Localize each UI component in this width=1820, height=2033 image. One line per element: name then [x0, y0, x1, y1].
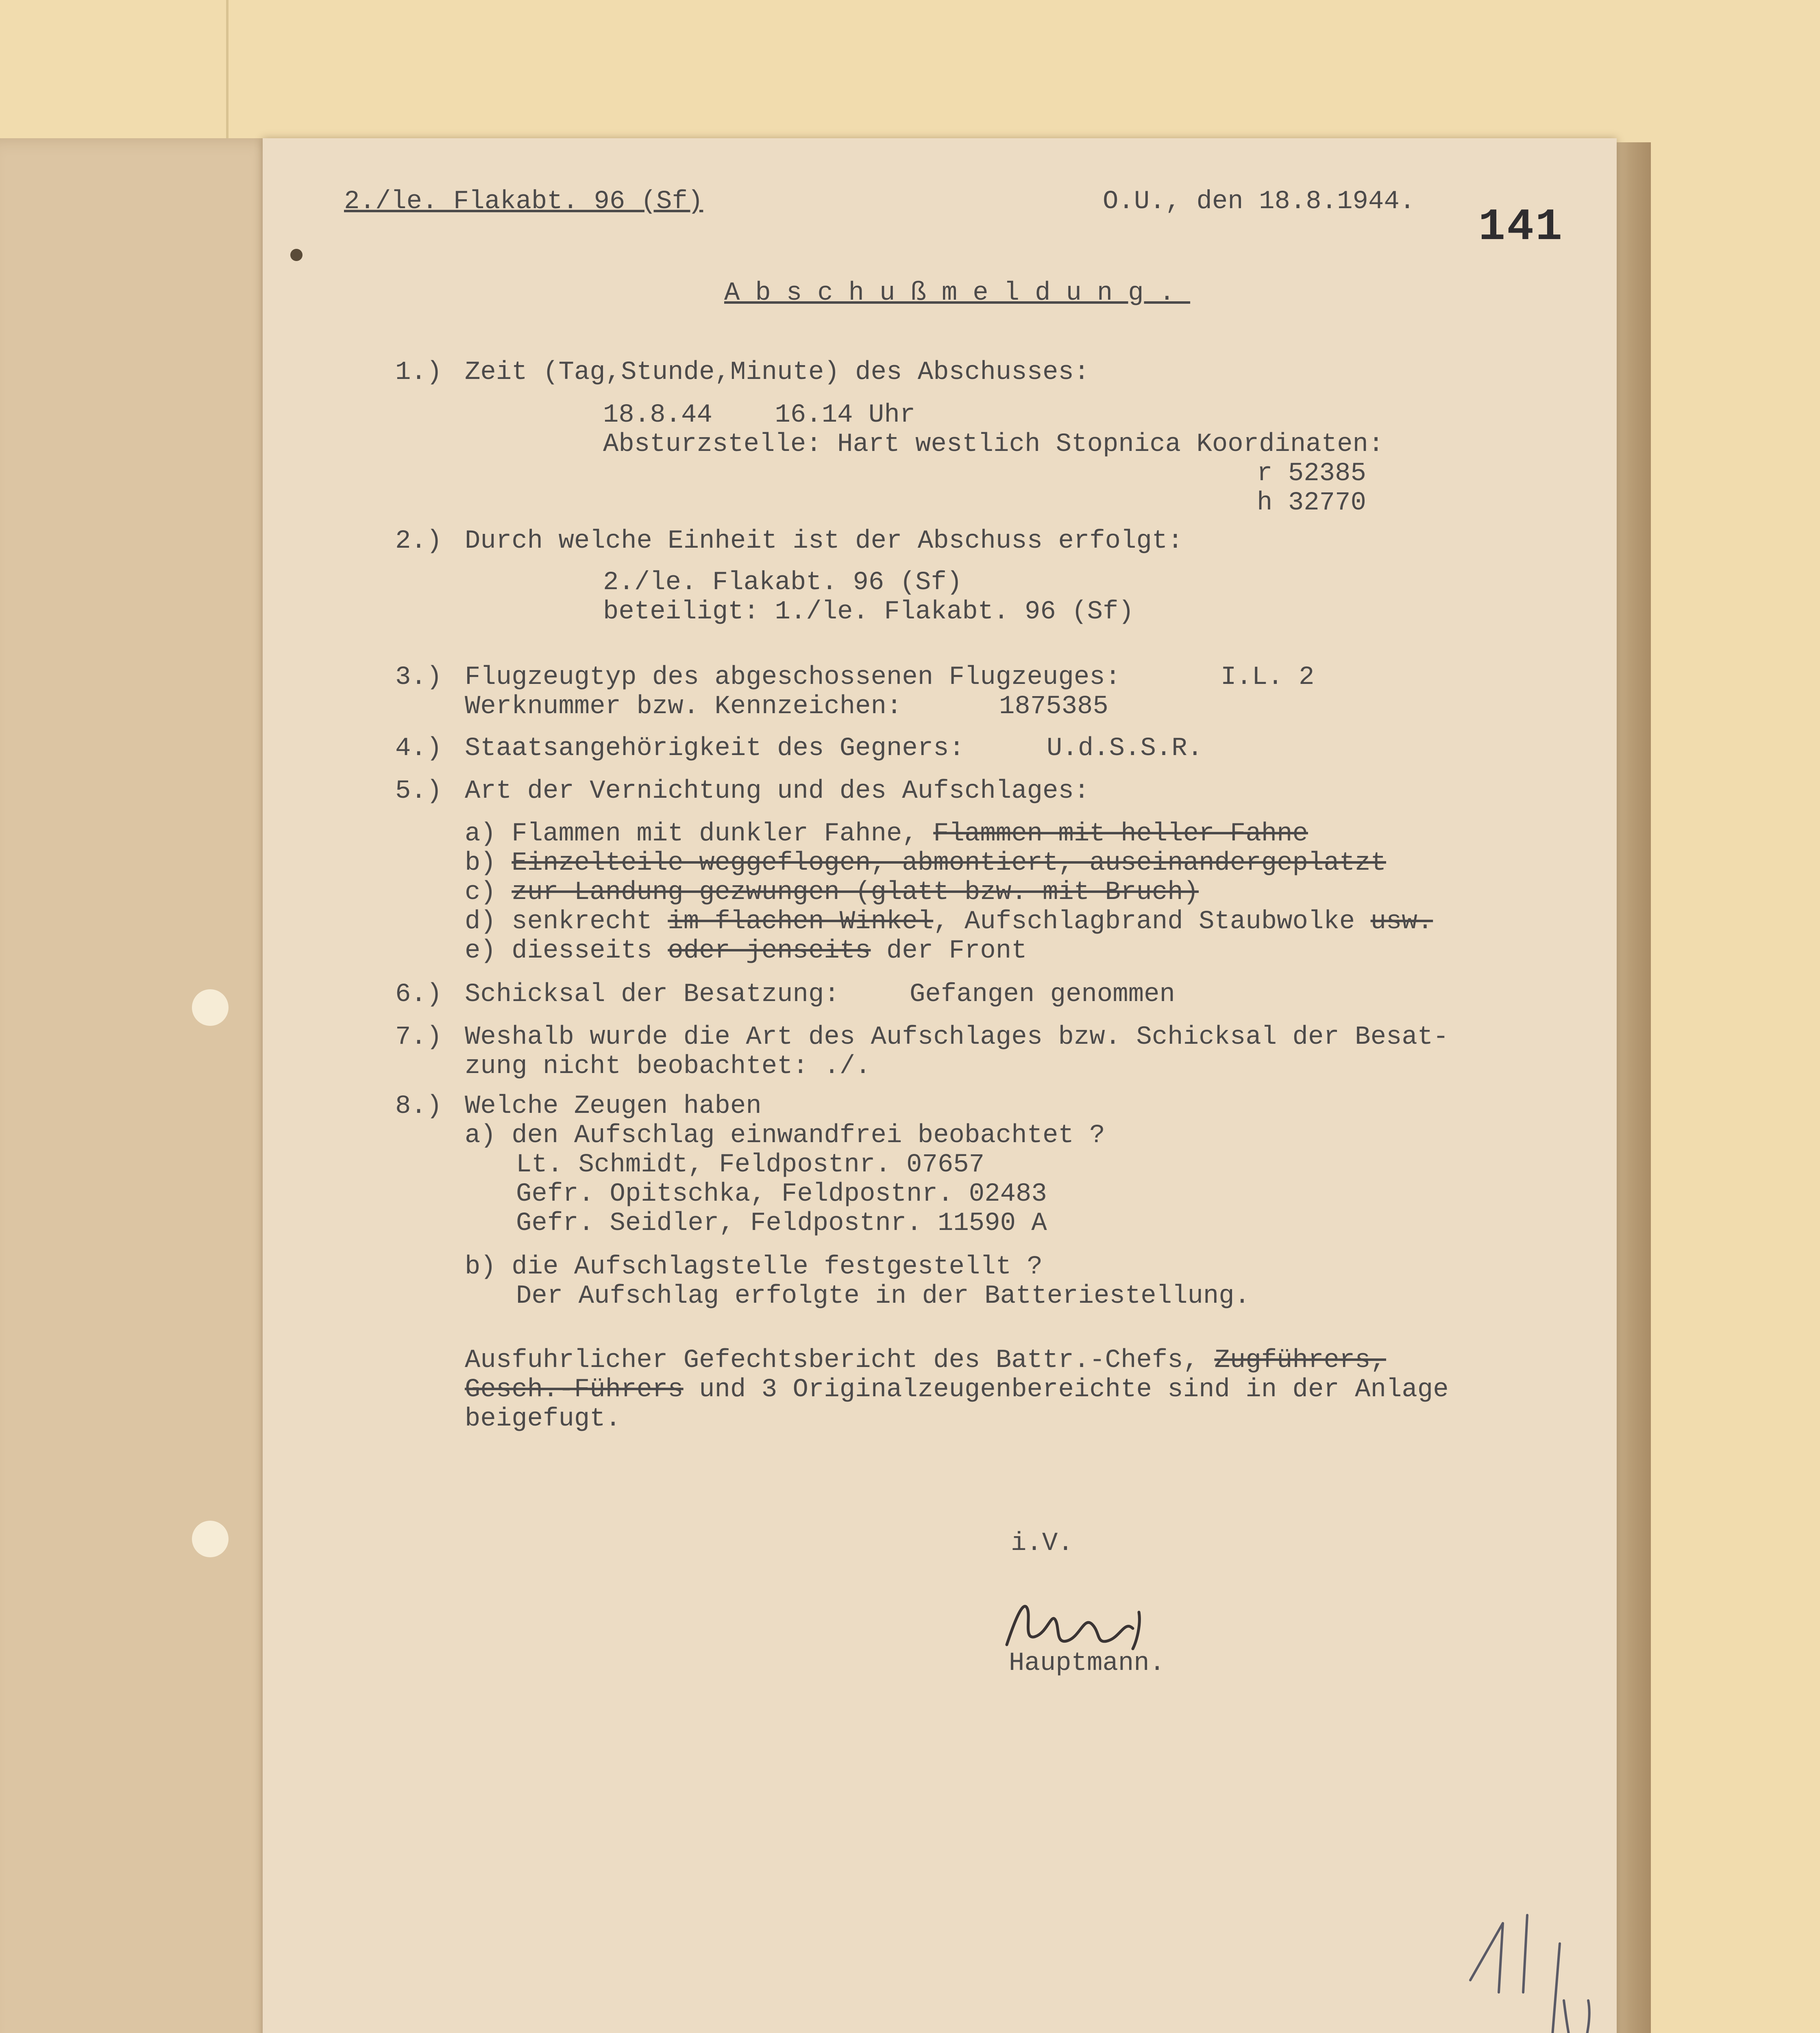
item-1-label: Zeit (Tag,Stunde,Minute) des Abschusses:: [465, 358, 1090, 387]
item-3-serial: 1875385: [999, 692, 1108, 721]
punch-hole: [192, 989, 229, 1026]
item-5-option-c: c) zur Landung gezwungen (glatt bzw. mit Bruch): [465, 878, 1199, 907]
item-8-label: Welche Zeugen haben: [465, 1092, 762, 1121]
document-title: Abschußmeldung.: [724, 279, 1191, 308]
item-8-question-b: b) die Aufschlagstelle festgestellt ?: [465, 1252, 1043, 1282]
closing-line-1: Ausfuhrlicher Gefechtsbericht des Battr.-Chefs, Zugführers,: [465, 1346, 1386, 1375]
struck-text: Einzelteile weggeflogen, abmontiert, auseinandergeplatzt: [512, 849, 1386, 878]
item-6-label: Schicksal der Besatzung:: [465, 980, 840, 1009]
item-6-crew-fate: Gefangen genommen: [910, 980, 1175, 1009]
signature-rank: Hauptmann.: [1009, 1649, 1165, 1678]
struck-text: Flammen mit heller Fahne: [933, 819, 1308, 849]
item-5-option-e: e) diesseits oder jenseits der Front: [465, 936, 1027, 966]
backdrop-seam-top: [226, 0, 229, 142]
item-3-label-serial: Werknummer bzw. Kennzeichen:: [465, 692, 902, 721]
item-5-option-b: b) Einzelteile weggeflogen, abmontiert, auseinandergeplatzt: [465, 849, 1386, 878]
item-6-number: 6.): [395, 980, 442, 1009]
item-1-crash-site: Absturzstelle: Hart westlich Stopnica Koordinaten:: [603, 430, 1384, 459]
item-1-coord-r: r 52385: [1257, 459, 1366, 488]
witness-1: Lt. Schmidt, Feldpostnr. 07657: [516, 1150, 985, 1180]
item-3-label: Flugzeugtyp des abgeschossenen Flugzeuges:: [465, 663, 1121, 692]
item-7-line-1: Weshalb wurde die Art des Aufschlages bzw. Schicksal der Besat-: [465, 1023, 1449, 1052]
item-8-number: 8.): [395, 1092, 442, 1121]
item-4-number: 4.): [395, 734, 442, 763]
item-5-option-a: a) Flammen mit dunkler Fahne, Flammen mit heller Fahne: [465, 819, 1308, 849]
struck-text: zur Landung gezwungen (glatt bzw. mit Bruch): [512, 878, 1199, 907]
item-5-option-d: d) senkrecht im flachen Winkel, Aufschlagbrand Staubwolke usw.: [465, 907, 1433, 936]
item-2-unit: 2./le. Flakabt. 96 (Sf): [603, 568, 962, 597]
page-number: 141: [1478, 202, 1564, 253]
struck-text: usw.: [1370, 907, 1433, 936]
item-1-coord-h: h 32770: [1257, 488, 1366, 518]
ink-dot: [290, 249, 303, 261]
item-5-label: Art der Vernichtung und des Aufschlages:: [465, 777, 1090, 806]
closing-line-2: Gesch.-Führers und 3 Originalzeugenbereichte sind in der Anlage: [465, 1375, 1449, 1404]
punch-hole: [192, 1521, 229, 1557]
document-page: [263, 138, 1617, 2033]
witness-2: Gefr. Opitschka, Feldpostnr. 02483: [516, 1180, 1047, 1209]
item-7-number: 7.): [395, 1023, 442, 1052]
item-1-time: 18.8.44 16.14 Uhr: [603, 401, 916, 430]
struck-text: im flachen Winkel: [668, 907, 934, 936]
item-8-question-a: a) den Aufschlag einwandfrei beobachtet ?: [465, 1121, 1105, 1150]
item-8-answer-b: Der Aufschlag erfolgte in der Batteriestellung.: [516, 1282, 1250, 1311]
handwritten-archive-mark: [1458, 1899, 1604, 2033]
witness-3: Gefr. Seidler, Feldpostnr. 11590 A: [516, 1209, 1047, 1238]
item-3-number: 3.): [395, 663, 442, 692]
item-2-number: 2.): [395, 527, 442, 556]
item-5-number: 5.): [395, 777, 442, 806]
closing-line-3: beigefugt.: [465, 1404, 621, 1434]
header-place-date: O.U., den 18.8.1944.: [1103, 187, 1415, 216]
item-4-nationality: U.d.S.S.R.: [1047, 734, 1203, 763]
struck-text: oder jenseits: [668, 936, 871, 966]
signature-iv: i.V.: [1011, 1529, 1073, 1558]
struck-text: Gesch.-Führers: [465, 1375, 684, 1404]
item-2-involved: beteiligt: 1./le. Flakabt. 96 (Sf): [603, 597, 1134, 627]
item-2-label: Durch welche Einheit ist der Abschuss erfolgt:: [465, 527, 1183, 556]
page-stack-edge: [1613, 142, 1651, 2033]
item-4-label: Staatsangehörigkeit des Gegners:: [465, 734, 964, 763]
struck-text: Zugführers,: [1214, 1346, 1386, 1375]
item-7-line-2: zung nicht beobachtet: ./.: [465, 1052, 871, 1081]
item-3-aircraft-type: I.L. 2: [1221, 663, 1315, 692]
header-unit: 2./le. Flakabt. 96 (Sf): [344, 187, 703, 216]
item-1-number: 1.): [395, 358, 442, 387]
left-page: [0, 138, 281, 2033]
